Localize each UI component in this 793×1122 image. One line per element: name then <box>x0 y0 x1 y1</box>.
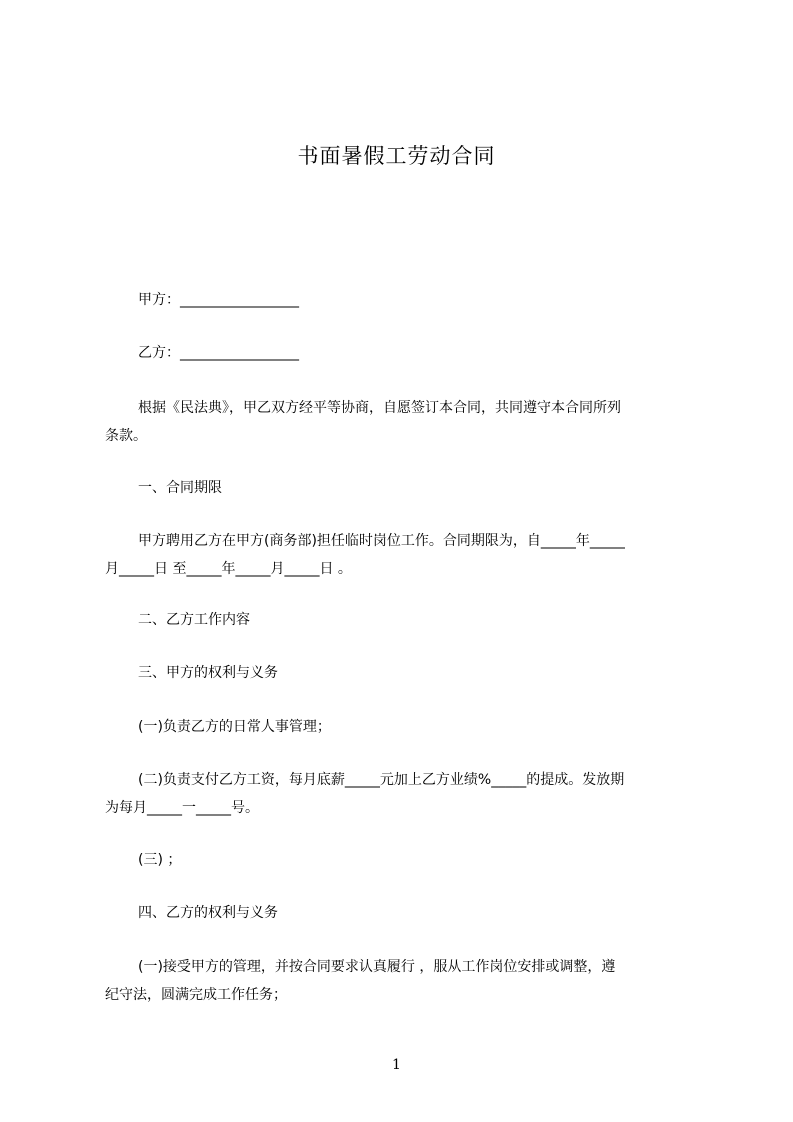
section-3-item-1: (一)负责乙方的日常人事管理； <box>138 719 331 735</box>
party-b-line: 乙方：_________________ <box>138 345 299 361</box>
section-4-heading: 四、乙方的权利与义务 <box>138 905 278 921</box>
section-1-paragraph <box>105 527 705 583</box>
intro-paragraph <box>105 394 705 450</box>
section-1-heading: 一、合同期限 <box>138 480 222 496</box>
section-3-item-3: (三) ； <box>138 852 182 868</box>
page-number: 1 <box>392 1057 401 1073</box>
section-3-item-2-line-1: (二)负责支付乙方工资，每月底薪_____元加上乙方业绩%_____的提成。发放期 <box>138 772 625 788</box>
section-3-heading: 三、甲方的权利与义务 <box>138 665 278 681</box>
section-4-item-1-line-2: 纪守法，圆满完成工作任务； <box>105 987 287 1003</box>
party-a-line: 甲方：_________________ <box>138 292 299 308</box>
intro-line-1: 根据《民法典》，甲乙双方经平等协商，自愿签订本合同，共同遵守本合同所列 <box>138 400 621 416</box>
section-2-heading: 二、乙方工作内容 <box>138 612 250 628</box>
section-3-item-2 <box>105 766 705 822</box>
section-1-line-1: 甲方聘用乙方在甲方(商务部)担任临时岗位工作。合同期限为，自_____年_____ <box>138 533 625 549</box>
intro-line-2: 条款。 <box>105 428 147 444</box>
document-title: 书面暑假工劳动合同 <box>297 144 496 168</box>
section-4-item-1 <box>105 953 705 1009</box>
section-4-item-1-line-1: (一)接受甲方的管理，并按合同要求认真履行 ，服从工作岗位安排或调整，遵 <box>138 959 616 975</box>
section-1-line-2: 月_____日 至_____年_____月_____日 。 <box>105 561 352 577</box>
section-3-item-2-line-2: 为每月_____一_____号。 <box>105 800 259 816</box>
